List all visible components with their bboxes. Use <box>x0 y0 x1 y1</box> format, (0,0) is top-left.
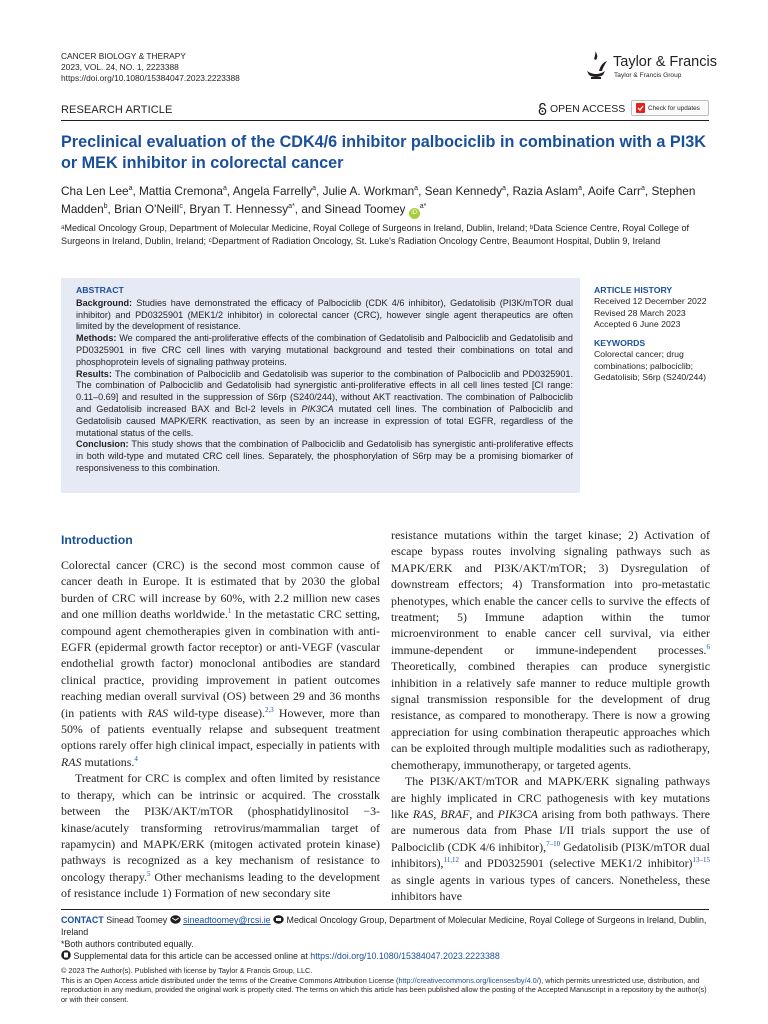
equal-contribution-note: *Both authors contributed equally. <box>61 939 194 949</box>
body-column-left <box>61 557 380 902</box>
abstract-heading: ABSTRACT <box>76 285 124 295</box>
license-notes <box>61 966 711 1004</box>
email-icon <box>170 915 181 924</box>
open-lock-icon <box>538 103 547 115</box>
keywords: Colorectal cancer; drug combinations; palbociclib; Gedatolisib; S6rp (S240/244) <box>594 349 707 383</box>
author[interactable]: Razia Aslam$^a$ <box>512 183 582 198</box>
footer-notes <box>61 914 711 962</box>
author[interactable]: Julie A. Workman$^a$ <box>322 183 419 198</box>
header-divider <box>61 120 709 121</box>
abstract-results: Results: The combination of Palbociclib and Gedatolisib was superior to the combination of Palbociclib and PD0325901. The combination of Palbociclib and Gedatolisib had synergistic anti-proliferative effects in all cell lines tested [CI range: 0.11–0.69] and resulted in the suppression of S6rp (S240/244), without AKT reactivation. The combination of Palbociclib and Gedatolisib increased BAX and Bcl-2 levels in PIK3CA mutated cell lines. The combination of Palbociclib and Gedatolisib caused MAPK/ERK reactivation, as seen by an increase in expression of total EGFR, regardless of the mutational status of the cells. <box>76 368 573 438</box>
citation-link[interactable]: 11,12 <box>443 856 460 865</box>
check-for-updates-button[interactable] <box>631 100 709 116</box>
author-list: Cha Len Lee$^a$, Mattia Cremona$^a$, Angela Farrelly$^a$, Julie A. Workman$^a$, Sean Kennedy$^a$, Razia Aslam$^a$, Aoife Carr$^a$, Stephen Madden$^b$, Brian O'Neill$^c$, Bryan T. Hennessy$^{a*}$, and Sinead Toomey $iD^{a*}$ <box>61 181 711 219</box>
paragraph: The PI3K/AKT/mTOR and MAPK/ERK signaling pathways are highly implicated in CRC pathogenesis with key mutations like RAS, BRAF, and PIK3CA arising from both pathways. There are numerous data from Phase I/II trials support the use of Palbociclib (CDK 4/6 inhibitor),$^{7-10}$ Gedatolisib (PI3K/mTOR dual inhibitors),$^{11,12}$ and PD0325901 (selective MEK1/2 inhibitor)$^{13-15}$ as single agents in various types of cancers. Nonetheless, these inhibitors have <box>391 774 710 903</box>
affiliations: ᵃMedical Oncology Group, Department of Molecular Medicine, Royal College of Surgeons in Ireland, Dublin, Ireland; ᵇData Science Centre, Royal College of Surgeons in Ireland, Dublin, Ireland; ᶜDepartment of Radiation Oncology, St. Luke's Radiation Oncology Centre, Beaumont Hospital, Dublin 9, Ireland <box>61 223 690 246</box>
copyright: © 2023 The Author(s). Published with license by Taylor & Francis Group, LLC. <box>61 966 313 975</box>
journal-doi-link[interactable]: https://doi.org/10.1080/15384047.2023.2223388 <box>61 73 240 83</box>
article-title: Preclinical evaluation of the CDK4/6 inhibitor palbociclib in combination with a PI3K or MEK inhibitor in colorectal cancer <box>61 133 706 172</box>
supplemental-icon <box>61 950 71 960</box>
citation-link[interactable]: 7–10 <box>546 839 561 848</box>
citation-link[interactable]: 2,3 <box>265 705 274 714</box>
author[interactable]: Brian O'Neill$^c$ <box>114 202 183 217</box>
article-type: RESEARCH ARTICLE <box>61 104 173 116</box>
abstract-background: Background: Studies have demonstrated the efficacy of Palbociclib (CDK 4/6 inhibitor), Gedatolisib (PI3K/mTOR dual inhibitor) and PD0325901 (MEK1/2 inhibitor) in colorectal cancer (CRC), however single agent therapeutics are often limited by the development of resistance. <box>76 297 573 332</box>
paragraph: Colorectal cancer (CRC) is the second most common cause of cancer death in Europe. It is estimated that by 2030 the global burden of CRC will increase by 60%, with 2.2 million new cases and one million deaths worldwide.$^1$ In the metastatic CRC setting, compound agent chemotherapies given in combination with anti-EGFR (epidermal growth factor receptor) or anti-VEGF (vascular endothelial growth factor) monoclonal antibodies are standard clinical practice, providing improvement in patient outcomes reaching median overall survival (OS) between 29 and 36 months (in patients with RAS wild-type disease).$^{2,3}$ However, more than 50% of patients eventually relapse and subsequent treatment options rarely offer high clinical impact, especially in patients with RAS mutations.$^4$ <box>61 558 380 769</box>
revised-date: Revised 28 March 2023 <box>594 307 686 318</box>
paragraph: resistance mutations within the target kinase; 2) Activation of escape bypass routes involving signaling pathways such as MAPK/ERK and PI3K/AKT/mTOR; 3) Dysregulation of downstream effectors; 4) Transformation into pro-metastatic phenotypes, which enable the cancer cells to survive the effects of treatment; 5) Immune adaption within the tumor microenvironment to enable cancer cell survival, via either immune-dependent or immune-independent processes.$^6$ Theoretically, combined therapies can produce synergistic inhibition in a relatively safe manner to reduce multiple growth signal transmission responsible for the development of drug resistance, as compared to monotherapy. There is now a growing appreciation for using combination therapeutic approaches which can be exploited through multiple modalities such as radiotherapy, chemotherapy, immunotherapy, or targeted agents. <box>391 528 710 772</box>
open-access-badge <box>538 103 625 115</box>
address-icon <box>273 915 284 924</box>
keywords-heading: KEYWORDS <box>594 338 646 349</box>
publisher-name: Taylor & Francis <box>613 54 717 70</box>
citation-link[interactable]: 5 <box>147 869 151 878</box>
article-history <box>594 285 714 383</box>
journal-name: CANCER BIOLOGY & THERAPY <box>61 51 186 61</box>
publisher-lamp-icon <box>583 51 609 81</box>
author[interactable]: Angela Farrelly$^a$ <box>232 183 317 198</box>
body-column-right <box>391 527 710 904</box>
paragraph: Treatment for CRC is complex and often limited by resistance to therapy, which can be intrinsic or acquired. The crosstalk between the PI3K/AKT/mTOR (phosphatidylinositol −3-kinase/acutely transforming retrovirus/mammalian target of rapamycin) and MAPK/ERK (mitogen activated protein kinase) pathways is recognized as a key mechanism of resistance to oncology therapy.$^5$ Other mechanisms leading to the development of resistance include 1) Formation of new secondary site <box>61 771 380 901</box>
citation-link[interactable]: 4 <box>134 754 138 763</box>
citation-link[interactable]: 6 <box>706 642 710 651</box>
author[interactable]: Bryan T. Hennessy$^{a*}$ <box>189 202 295 217</box>
author[interactable]: Stephen Madden$^b$ <box>61 183 696 217</box>
open-access-label: OPEN ACCESS <box>550 103 626 115</box>
journal-header <box>61 51 240 84</box>
abstract-methods: Methods: We compared the anti-proliferative effects of the combination of Gedatolisib and Palbociclib and Gedatolisib and PD0325901 in five CRC cell lines with varying mutational background and tested their combinations on total and phosphoprotein levels of signaling pathway proteins. <box>76 333 573 367</box>
author[interactable]: Cha Len Lee$^a$ <box>61 183 133 198</box>
contact-line: CONTACT Sinead Toomey sineadtoomey@rcsi.ie Medical Oncology Group, Department of Molecular Medicine, Royal College of Surgeons in Ireland, Dublin, Ireland <box>61 915 707 937</box>
publisher-group: Taylor & Francis Group <box>614 72 682 79</box>
history-heading: ARTICLE HISTORY <box>594 285 673 295</box>
received-date: Received 12 December 2022 <box>594 296 707 307</box>
footer-divider <box>61 909 709 910</box>
license-link[interactable]: http://creativecommons.org/licenses/by/4.0/ <box>398 975 539 985</box>
author[interactable]: Sean Kennedy$^a$ <box>424 183 506 198</box>
author[interactable]: and Sinead Toomey $iD^{a*}$ <box>301 202 426 216</box>
supplemental-note: Supplemental data for this article can be accessed online at https://doi.org/10.1080/15384047.2023.2223388 <box>61 950 711 962</box>
check-updates-label: Check for updates <box>648 104 700 112</box>
check-updates-icon <box>636 103 645 113</box>
author[interactable]: Aoife Carr$^a$ <box>587 183 645 198</box>
citation-link[interactable]: 13–15 <box>692 856 710 865</box>
author[interactable]: Mattia Cremona$^a$ <box>139 183 227 198</box>
section-heading-introduction: Introduction <box>61 533 133 547</box>
accepted-date: Accepted 6 June 2023 <box>594 318 681 329</box>
email-link[interactable]: sineadtoomey@rcsi.ie <box>183 915 271 925</box>
publisher-logo[interactable] <box>583 51 717 85</box>
citation-link[interactable]: 1 <box>227 607 232 616</box>
abstract <box>76 285 573 475</box>
journal-volume: 2023, VOL. 24, NO. 1, 2223388 <box>61 62 179 72</box>
license-text: This is an Open Access article distributed under the terms of the Creative Commons Attribution License (http://creativecommons.org/licenses/by/4.0/), which permits unrestricted use, distribution, and reproduction in any medium, provided the original work is properly cited. The terms on which this article has been published allow the posting of the Accepted Manuscript in a repository by the author(s) or with their consent. <box>61 975 707 1004</box>
orcid-icon[interactable]: iD <box>409 208 420 219</box>
supplemental-link[interactable]: https://doi.org/10.1080/15384047.2023.2223388 <box>310 951 500 961</box>
abstract-conclusion: Conclusion: This study shows that the combination of Palbociclib and Gedatolisib has synergistic anti-proliferative effects in both wild-type and mutated CRC cell lines. Separately, the phosphorylation of S6rp may be a promising biomarker of responsiveness to this combination. <box>76 439 573 473</box>
